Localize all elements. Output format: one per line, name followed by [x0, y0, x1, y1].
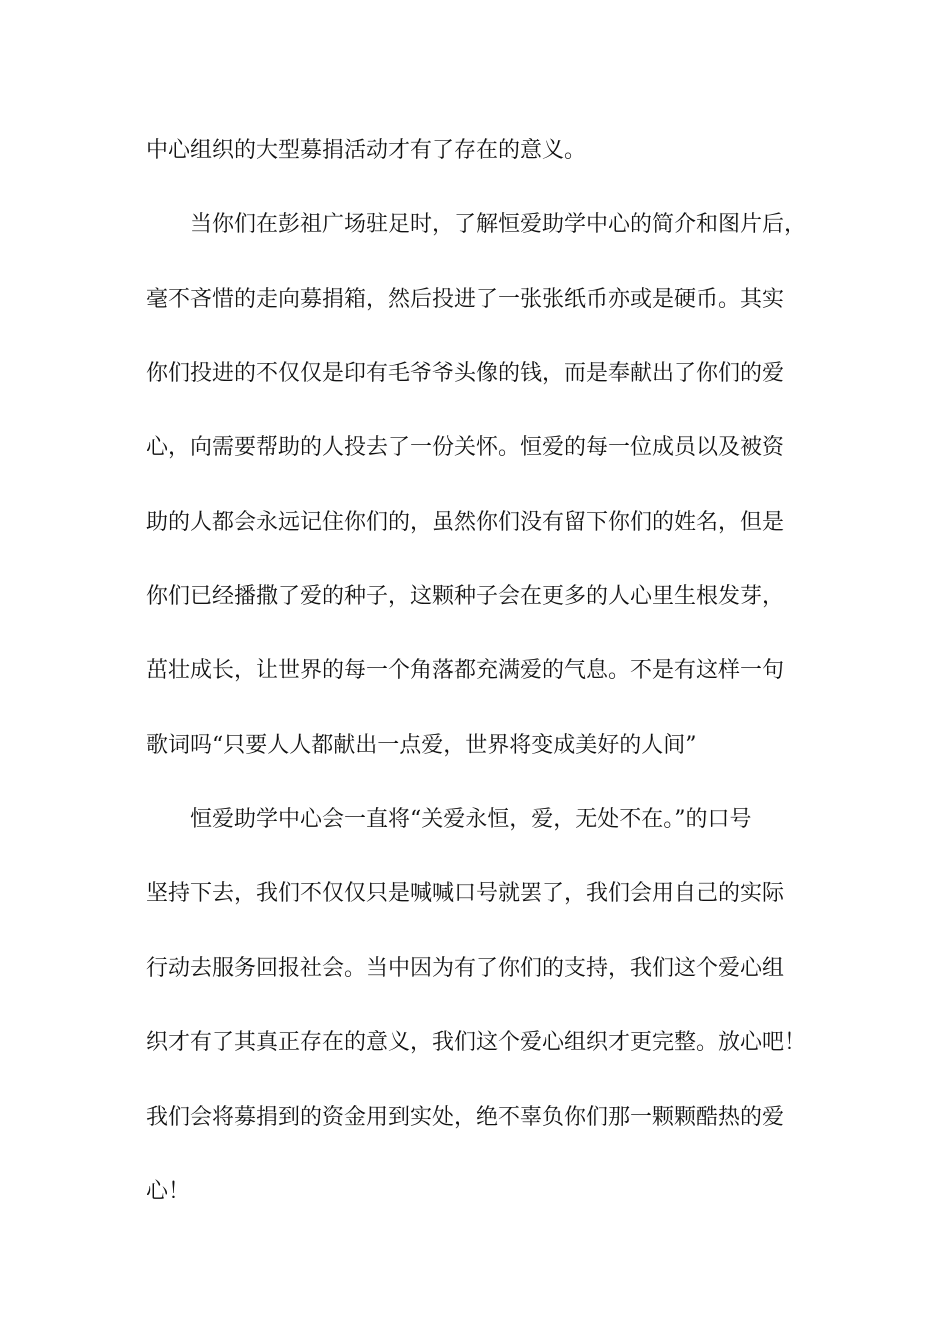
text-line: 你们投进的不仅仅是印有毛爷爷头像的钱，而是奉献出了你们的爱 — [146, 361, 785, 386]
paragraph-start-line: 恒爱助学中心会一直将“关爱永恒，爱，无处不在。”的口号 — [190, 807, 752, 832]
text-line: 中心组织的大型募捐活动才有了存在的意义。 — [146, 138, 587, 163]
text-line: 坚持下去，我们不仅仅只是喊喊口号就罢了，我们会用自己的实际 — [146, 881, 785, 906]
text-line: 我们会将募捐到的资金用到实处，绝不辜负你们那一颗颗酷热的爱 — [146, 1105, 785, 1130]
text-line: 织才有了其真正存在的意义，我们这个爱心组织才更完整。放心吧！ — [146, 1030, 807, 1055]
text-line: 助的人都会永远记住你们的，虽然你们没有留下你们的姓名，但是 — [146, 510, 785, 535]
text-line: 毫不吝惜的走向募捐箱，然后投进了一张张纸币亦或是硬币。其实 — [146, 287, 785, 312]
text-line: 你们已经播撒了爱的种子，这颗种子会在更多的人心里生根发芽， — [146, 584, 785, 609]
text-line: 心，向需要帮助的人投去了一份关怀。恒爱的每一位成员以及被资 — [146, 435, 785, 460]
text-line: 茁壮成长，让世界的每一个角落都充满爱的气息。不是有这样一句 — [146, 658, 785, 683]
text-line: 行动去服务回报社会。当中因为有了你们的支持，我们这个爱心组 — [146, 956, 785, 981]
text-line: 心！ — [146, 1179, 191, 1204]
text-line: 歌词吗“只要人人都献出一点爱，世界将变成美好的人间” — [146, 733, 697, 758]
paragraph-start-line: 当你们在彭祖广场驻足时，了解恒爱助学中心的简介和图片后， — [190, 212, 807, 237]
